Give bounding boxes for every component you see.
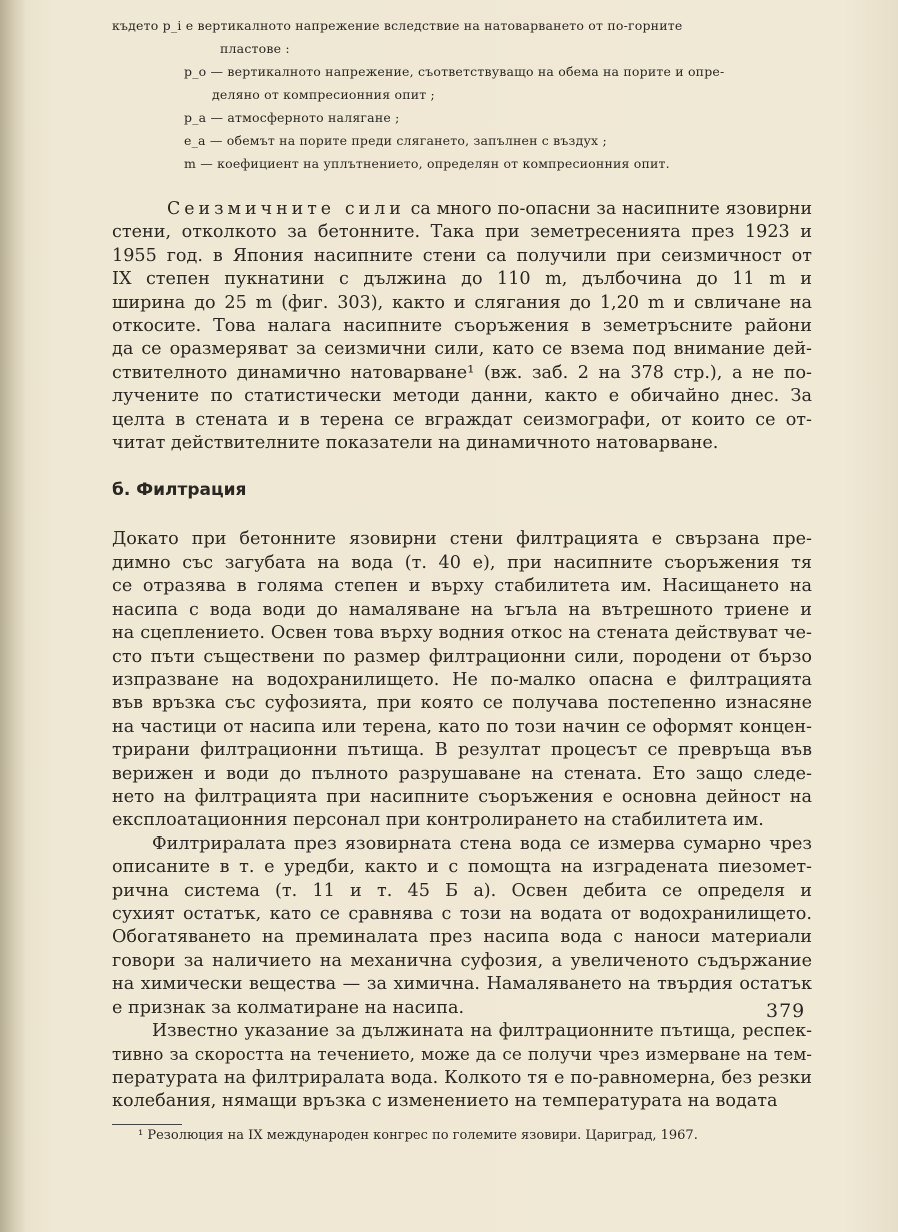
- paragraph-temperature: [112, 1020, 812, 1114]
- text-line: на частици от насипа или терена, като по този начин се оформят концен-: [112, 716, 812, 737]
- definition-line: p_o — вертикалното напрежение, съответствуващо на обема на порите и опре-: [184, 64, 725, 79]
- text-line: Обогатяването на преминалата през насипа вода с наноси материали: [112, 927, 812, 948]
- text-line: лучените по статистически методи данни, както е обичайно днес. За: [112, 386, 812, 407]
- text-line: колебания, нямащи връзка с изменението на температурата на водата: [112, 1091, 778, 1112]
- variable-definitions: [112, 14, 812, 175]
- definition-line: p_a — атмосферното налягане ;: [184, 110, 400, 125]
- text-line: рична система (т. 11 и т. 45 Б а). Освен дебита се определя и: [112, 880, 812, 901]
- paragraph-measurement: [112, 833, 812, 1020]
- text-line: димно със загубата на вода (т. 40 е), при насипните съоръжения тя: [112, 552, 812, 573]
- text-line: Филтриралата през язовирната стена вода се измерва сумарно чрез: [152, 833, 812, 854]
- text-line: на химически вещества — за химична. Намаляването на твърдия остатък: [112, 974, 812, 995]
- section-heading: б. Филтрация: [112, 480, 247, 501]
- text-line: тивно за скоростта на течението, може да се получи чрез измерване на тем-: [112, 1044, 812, 1065]
- spaced-lead-words: Сеизмичните сили: [167, 199, 405, 219]
- footnote-rule: [112, 1124, 182, 1125]
- text-line: изпразване на водохранилището. Не по-малко опасна е филтрацията: [112, 669, 812, 690]
- text-line: целта в стената и в терена се вграждат сеизмографи, от които се от-: [112, 409, 812, 430]
- paragraph-seismic-forces: [112, 198, 812, 455]
- text-line: нето на филтрацията при насипните съоръжения е основна дейност на: [112, 786, 812, 807]
- text-line: верижен и води до пълното разрушаване на стената. Ето защо следе-: [112, 763, 812, 784]
- text-line: във връзка със суфозията, при която се получава постепенно изнасяне: [112, 693, 812, 714]
- text-line: се отразява в голяма степен и върху стабилитета им. Насищането на: [112, 576, 812, 597]
- paragraph-filtration: [112, 528, 812, 832]
- text-line: IX степен пукнатини с дължина до 110 m, дълбочина до 11 m и: [112, 269, 812, 290]
- text-line: ширина до 25 m (фиг. 303), както и слягания до 1,20 m и свличане на: [112, 292, 812, 313]
- text-line: читат действителните показатели на динамичното натоварване.: [112, 433, 719, 454]
- text-line: говори за наличието на механична суфозия, а увеличеното съдържание: [112, 950, 812, 971]
- text-line: да се оразмеряват за сеизмични сили, като се взема под внимание дей-: [112, 339, 812, 360]
- definition-line: m — коефициент на уплътнението, определян от компресионния опит.: [184, 156, 670, 171]
- text-line: стени, отколкото за бетонните. Така при земетресенията през 1923 и: [112, 222, 812, 243]
- text-line: експлоатационния персонал при контролирането на стабилитета им.: [112, 810, 764, 831]
- binding-shadow: [0, 0, 26, 1232]
- definition-line: където p_i е вертикалното напрежение вследствие на натоварването от по-горните: [112, 18, 683, 33]
- text-line: на сцеплението. Освен това върху водния откос на стената действуват че-: [112, 623, 812, 644]
- definition-line: пластове :: [220, 41, 290, 56]
- footnote: ¹ Резолюция на IX международен конгрес по големите язовири. Цариград, 1967.: [138, 1127, 698, 1143]
- text-line: трирани филтрационни пътища. В резултат процесът се превръща във: [112, 740, 812, 761]
- page-number: 379: [766, 1000, 806, 1022]
- text-line: сто пъти съществени по размер филтрационни сили, породени от бързо: [112, 646, 812, 667]
- definition-line: деляно от компресионния опит ;: [212, 87, 435, 102]
- text-line: Сеизмичните сили са много по-опасни за насипните язовирни: [167, 199, 812, 219]
- text-line: пературата на филтриралата вода. Колкото тя е по-равномерна, без резки: [112, 1067, 812, 1088]
- text-line: откосите. Това налага насипните съоръжения в земетръсните райони: [112, 316, 812, 337]
- text-column: [112, 14, 812, 1145]
- text-line: насипа с вода води до намаляване на ъгъла на вътрешното триене и: [112, 599, 812, 620]
- text-line: сухият остатък, като се сравнява с този на водата от водохранилището.: [112, 903, 812, 924]
- text-line: е признак за колматиране на насипа.: [112, 997, 465, 1018]
- definition-line: e_a — обемът на порите преди слягането, запълнен с въздух ;: [184, 133, 607, 148]
- text-line: описаните в т. е уредби, както и с помощта на изградената пиезомет-: [112, 857, 812, 878]
- text-line: 1955 год. в Япония насипните стени са получили при сеизмичност от: [112, 245, 812, 266]
- text-line: Докато при бетонните язовирни стени филтрацията е свързана пре-: [112, 529, 812, 550]
- text-line: Известно указание за дължината на филтрационните пътища, респек-: [152, 1021, 812, 1041]
- text-line: ствителното динамично натоварване¹ (вж. заб. 2 на 378 стр.), а не по-: [112, 362, 812, 383]
